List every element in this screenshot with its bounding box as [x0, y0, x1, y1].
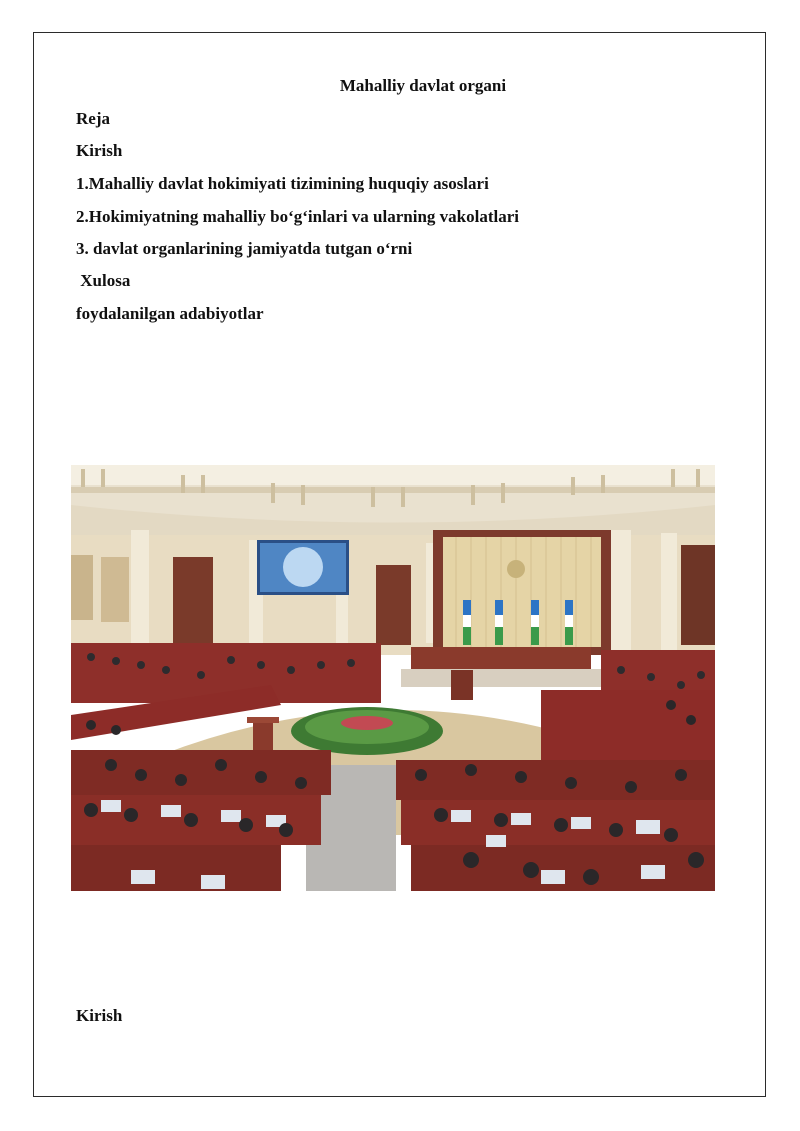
section-heading-intro: Kirish: [76, 1006, 123, 1025]
parliament-chamber-photo: [71, 465, 715, 891]
outline-item-references: foydalanilgan adabiyotlar: [76, 304, 264, 323]
outline-item-1: 1.Mahalliy davlat hokimiyati tizimining huquqiy asoslari: [76, 174, 489, 193]
outline-item-conclusion: Xulosa: [76, 271, 131, 290]
outline-heading: Reja: [76, 109, 110, 128]
outline-item-intro: Kirish: [76, 141, 123, 160]
outline-item-2: 2.Hokimiyatning mahalliy bo‘g‘inlari va ularning vakolatlari: [76, 207, 519, 226]
outline-item-3: 3. davlat organlarining jamiyatda tutgan o‘rni: [76, 239, 413, 258]
document-title: Mahalliy davlat organi: [339, 76, 507, 95]
